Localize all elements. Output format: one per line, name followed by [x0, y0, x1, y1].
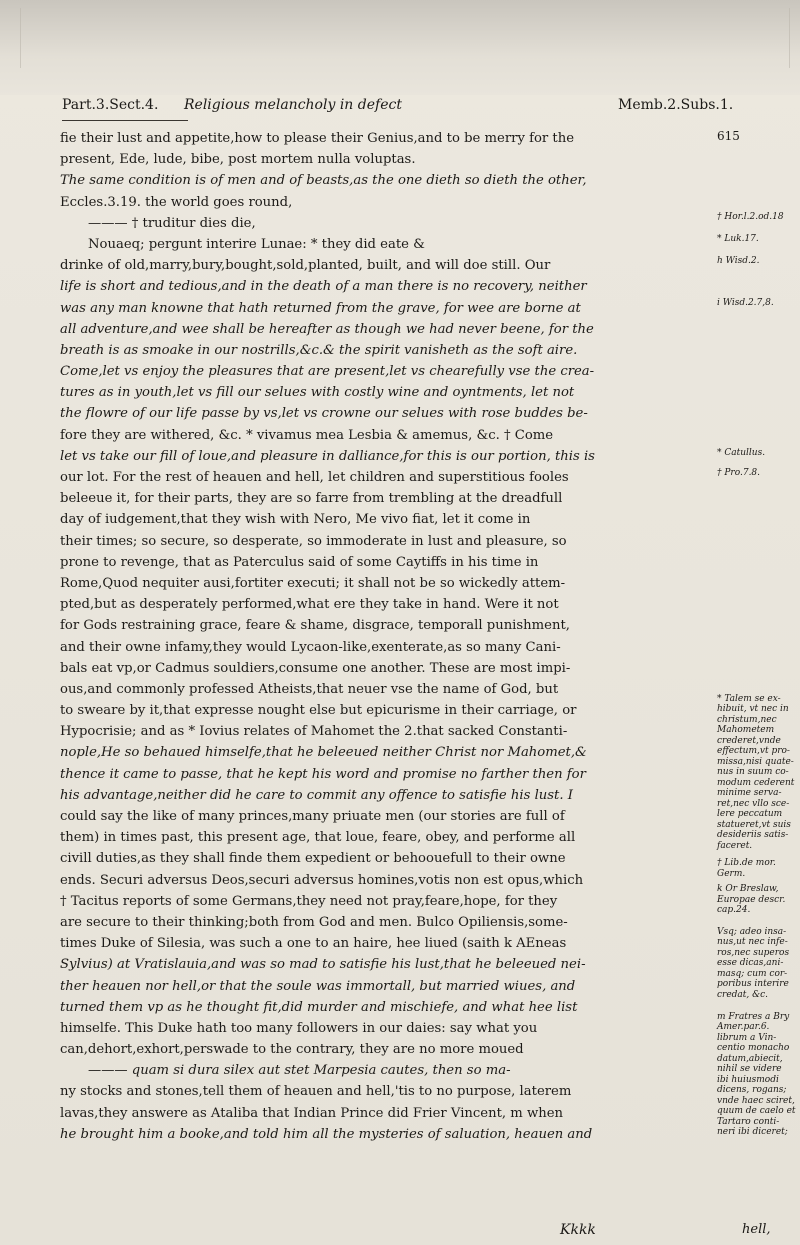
- margin-note: cap.24.: [717, 905, 751, 915]
- page-number: 615: [717, 129, 740, 143]
- text-line: ——— † truditur dies die,: [88, 215, 256, 231]
- text-line: ous,and commonly professed Atheists,that neuer vse the name of God, but: [60, 681, 559, 697]
- catchword: hell,: [742, 1222, 771, 1237]
- margin-note: missa,nisi quate-: [717, 757, 794, 767]
- text-line: lavas,they answere as Ataliba that Indian Prince did Frier Vincent, m when: [60, 1105, 564, 1121]
- text-line: the flowre of our life passe by vs,let vs crowne our selues with rose buddes be-: [60, 406, 588, 422]
- text-line: fore they are withered, &c. * vivamus mea Lesbia & amemus, &c. † Come: [60, 427, 554, 443]
- text-line: pted,but as desperately performed,what ere they take in hand. Were it not: [60, 597, 559, 613]
- margin-note: desideriis satis-: [717, 830, 789, 840]
- margin-note: poribus interire: [717, 979, 789, 989]
- margin-note: centio monacho: [717, 1043, 790, 1053]
- margin-note: ret,nec vllo sce-: [717, 799, 790, 809]
- text-line: † Tacitus reports of some Germans,they need not pray,feare,hope, for they: [60, 893, 558, 909]
- margin-note: faceret.: [717, 841, 753, 851]
- margin-note: ibi huiusmodi: [717, 1075, 779, 1085]
- margin-note: Tartaro conti-: [717, 1117, 780, 1127]
- margin-note: minime serva-: [717, 788, 782, 798]
- text-line: and their owne infamy,they would Lycaon-like,exenterate,as so many Cani-: [60, 639, 561, 655]
- text-line: them) in times past, this present age, that loue, feare, obey, and performe all: [60, 830, 576, 846]
- text-line: to sweare by it,that expresse nought else but epicurisme in their carriage, or: [60, 703, 577, 719]
- text-line: nople,He so behaued himselfe,that he beleeued neither Christ nor Mahomet,&: [60, 745, 587, 761]
- margin-note: Amer.par.6.: [717, 1022, 770, 1032]
- margin-note: † Lib.de mor.: [717, 858, 776, 868]
- margin-note: dicens, rogans;: [717, 1085, 787, 1095]
- text-line: breath is as smoake in our nostrills,&c.& the spirit vanisheth as the soft aire.: [60, 342, 578, 358]
- margin-note: m Fratres a Bry: [717, 1012, 790, 1022]
- margin-note: esse dicas,ani-: [717, 958, 784, 968]
- text-line: prone to revenge, that as Paterculus said of some Caytiffs in his time in: [60, 554, 539, 570]
- margin-note: nihil se videre: [717, 1064, 782, 1074]
- margin-note: † Pro.7.8.: [717, 468, 761, 478]
- text-line: their times; so secure, so desperate, so immoderate in lust and pleasure, so: [60, 533, 567, 549]
- text-line: could say the like of many princes,many priuate men (our stories are full of: [60, 809, 565, 824]
- header-member-subsection: Memb.2.Subs.1.: [618, 97, 734, 113]
- margin-note: masq; cum cor-: [717, 969, 788, 979]
- text-line: let vs take our fill of loue,and pleasure in dalliance,for this is our portion, this is: [60, 448, 595, 464]
- text-line: turned them vp as he thought fit,did murder and mischiefe, and what hee list: [60, 999, 578, 1015]
- text-line: for Gods restraining grace, feare & shame, disgrace, temporall punishment,: [60, 618, 570, 634]
- margin-note: Europae descr.: [717, 895, 786, 905]
- text-line: ther heauen nor hell,or that the soule was immortall, but married wiues, and: [60, 978, 576, 994]
- margin-note: crederet,vnde: [717, 736, 781, 746]
- text-line: Rome,Quod nequiter ausi,fortiter executi; it shall not be so wickedly attem-: [60, 575, 566, 591]
- header-part-section: Part.3.Sect.4.: [62, 97, 159, 113]
- text-line: fie their lust and appetite,how to please their Genius,and to be merry for the: [60, 131, 575, 146]
- margin-note: lere peccatum: [717, 809, 783, 819]
- margin-note: † Hor.l.2.od.18: [717, 212, 784, 222]
- text-line: day of iudgement,that they wish with Nero, Me vivo fiat, let it come in: [60, 512, 531, 528]
- signature-mark: Kkkk: [560, 1222, 596, 1238]
- text-line: he brought him a booke,and told him all the mysteries of saluation, heauen and: [60, 1126, 593, 1142]
- text-line: thence it came to passe, that he kept his word and promise no farther then for: [60, 766, 586, 782]
- text-line: Nouaeq; pergunt interire Lunae: * they did eate &: [88, 236, 425, 252]
- text-line: Come,let vs enjoy the pleasures that are present,let vs chearefully vse the crea-: [60, 364, 595, 380]
- text-line: beleeue it, for their parts, they are so farre from trembling at the dreadfull: [60, 491, 563, 507]
- margin-note: Mahometem: [717, 725, 775, 735]
- margin-note: * Luk.17.: [717, 234, 759, 244]
- main-text-block: [60, 128, 708, 1145]
- margin-note: credat, &c.: [717, 990, 769, 1000]
- text-line: ends. Securi adversus Deos,securi adversus homines,votis non est opus,which: [60, 872, 584, 888]
- margin-note: vnde haec sciret,: [717, 1096, 795, 1106]
- margin-note: k Or Breslaw,: [717, 884, 779, 894]
- page-top-shadow: [0, 0, 800, 95]
- margin-note: quum de caelo et: [717, 1106, 796, 1116]
- text-line: Hypocrisie; and as * Iovius relates of Mahomet the 2.that sacked Constanti-: [60, 724, 568, 740]
- margin-note: effectum,vt pro-: [717, 746, 790, 756]
- text-line: can,dehort,exhort,perswade to the contrary, they are no more moued: [60, 1042, 524, 1058]
- text-line: drinke of old,marry,bury,bought,sold,planted, built, and will doe still. Our: [60, 258, 551, 274]
- text-line: times Duke of Silesia, was such a one to an haire, hee liued (saith k AEneas: [60, 936, 567, 952]
- margin-note: christum,nec: [717, 715, 777, 725]
- margin-note: Germ.: [717, 869, 746, 879]
- text-line: bals eat vp,or Cadmus souldiers,consume one another. These are most impi-: [60, 660, 571, 676]
- text-line: was any man knowne that hath returned from the grave, for wee are borne at: [60, 300, 581, 316]
- text-line: ——— quam si dura silex aut stet Marpesia cautes, then so ma-: [88, 1063, 511, 1079]
- text-line: ny stocks and stones,tell them of heauen and hell,'tis to no purpose, laterem: [60, 1084, 572, 1100]
- margin-note: statueret,vt suis: [717, 820, 791, 830]
- text-line: The same condition is of men and of beasts,as the one dieth so dieth the other,: [60, 173, 587, 189]
- text-line: all adventure,and wee shall be hereafter as though we had never beene, for the: [60, 321, 594, 337]
- text-line: present, Ede, lude, bibe, post mortem nulla voluptas.: [60, 152, 416, 168]
- margin-note: neri ibi diceret;: [717, 1127, 788, 1137]
- text-line: our lot. For the rest of heauen and hell, let children and superstitious fooles: [60, 470, 569, 485]
- margin-note: nus in suum co-: [717, 767, 789, 777]
- margin-note: ros,nec superos: [717, 948, 790, 958]
- text-line: civill duties,as they shall finde them expedient or behoouefull to their owne: [60, 851, 566, 867]
- text-line: himselfe. This Duke hath too many followers in our daies: say what you: [60, 1020, 538, 1036]
- margin-note: hibuit, vt nec in: [717, 704, 789, 714]
- text-line: Eccles.3.19. the world goes round,: [60, 194, 293, 210]
- margin-note: datum,abiecit,: [717, 1054, 783, 1064]
- margin-note: h Wisd.2.: [717, 256, 760, 266]
- text-line: tures as in youth,let vs fill our selues with costly wine and oyntments, let not: [60, 385, 575, 401]
- text-line: Sylvius) at Vratislauia,and was so mad to satisfie his lust,that he beleeued nei-: [60, 957, 586, 973]
- text-line: are secure to their thinking;both from God and men. Bulco Opiliensis,some-: [60, 914, 568, 930]
- margin-note: librum a Vin-: [717, 1033, 777, 1043]
- text-line: life is short and tedious,and in the death of a man there is no recovery, neither: [60, 279, 587, 295]
- margin-note: nus,ut nec infe-: [717, 937, 788, 947]
- text-line: his advantage,neither did he care to commit any offence to satisfie his lust. I: [60, 787, 573, 803]
- margin-note: i Wisd.2.7,8.: [717, 298, 774, 308]
- margin-note: * Talem se ex-: [717, 694, 781, 704]
- running-header: [62, 97, 762, 119]
- margin-note: Vsq; adeo insa-: [717, 927, 787, 937]
- margin-note: * Catullus.: [717, 448, 766, 458]
- header-title: Religious melancholy in defect: [184, 97, 402, 113]
- header-rule: [62, 120, 188, 121]
- margin-note: modum cederent: [717, 778, 795, 788]
- binding-edge: [20, 8, 790, 68]
